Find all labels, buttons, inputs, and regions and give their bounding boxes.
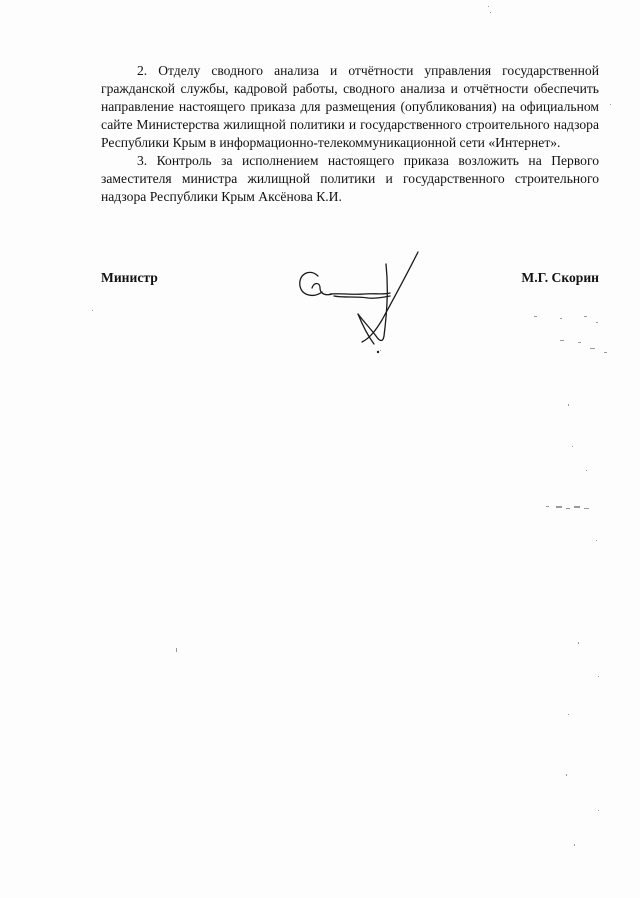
order-body [101,62,599,206]
paragraph-2: 2. Отделу сводного анализа и отчётности управления государственной гражданской службы, кадровой работы, сводного анализа и отчётности обеспечить направление настоящего приказа для размещения (опубликования) на официальном сайте Министерства жилищной политики и государственного строительного надзора Республики Крым в информационно-телекоммуникационной сети «Интернет». [101,63,599,150]
signatory-title: Министр [101,270,158,285]
handwritten-signature-icon [290,244,430,359]
paragraph-3: 3. Контроль за исполнением настоящего приказа возложить на Первого заместителя министра жилищной политики и государственного строительного надзора Республики Крым Аксёнова К.И. [101,153,599,204]
signatory-name: М.Г. Скорин [521,270,599,285]
